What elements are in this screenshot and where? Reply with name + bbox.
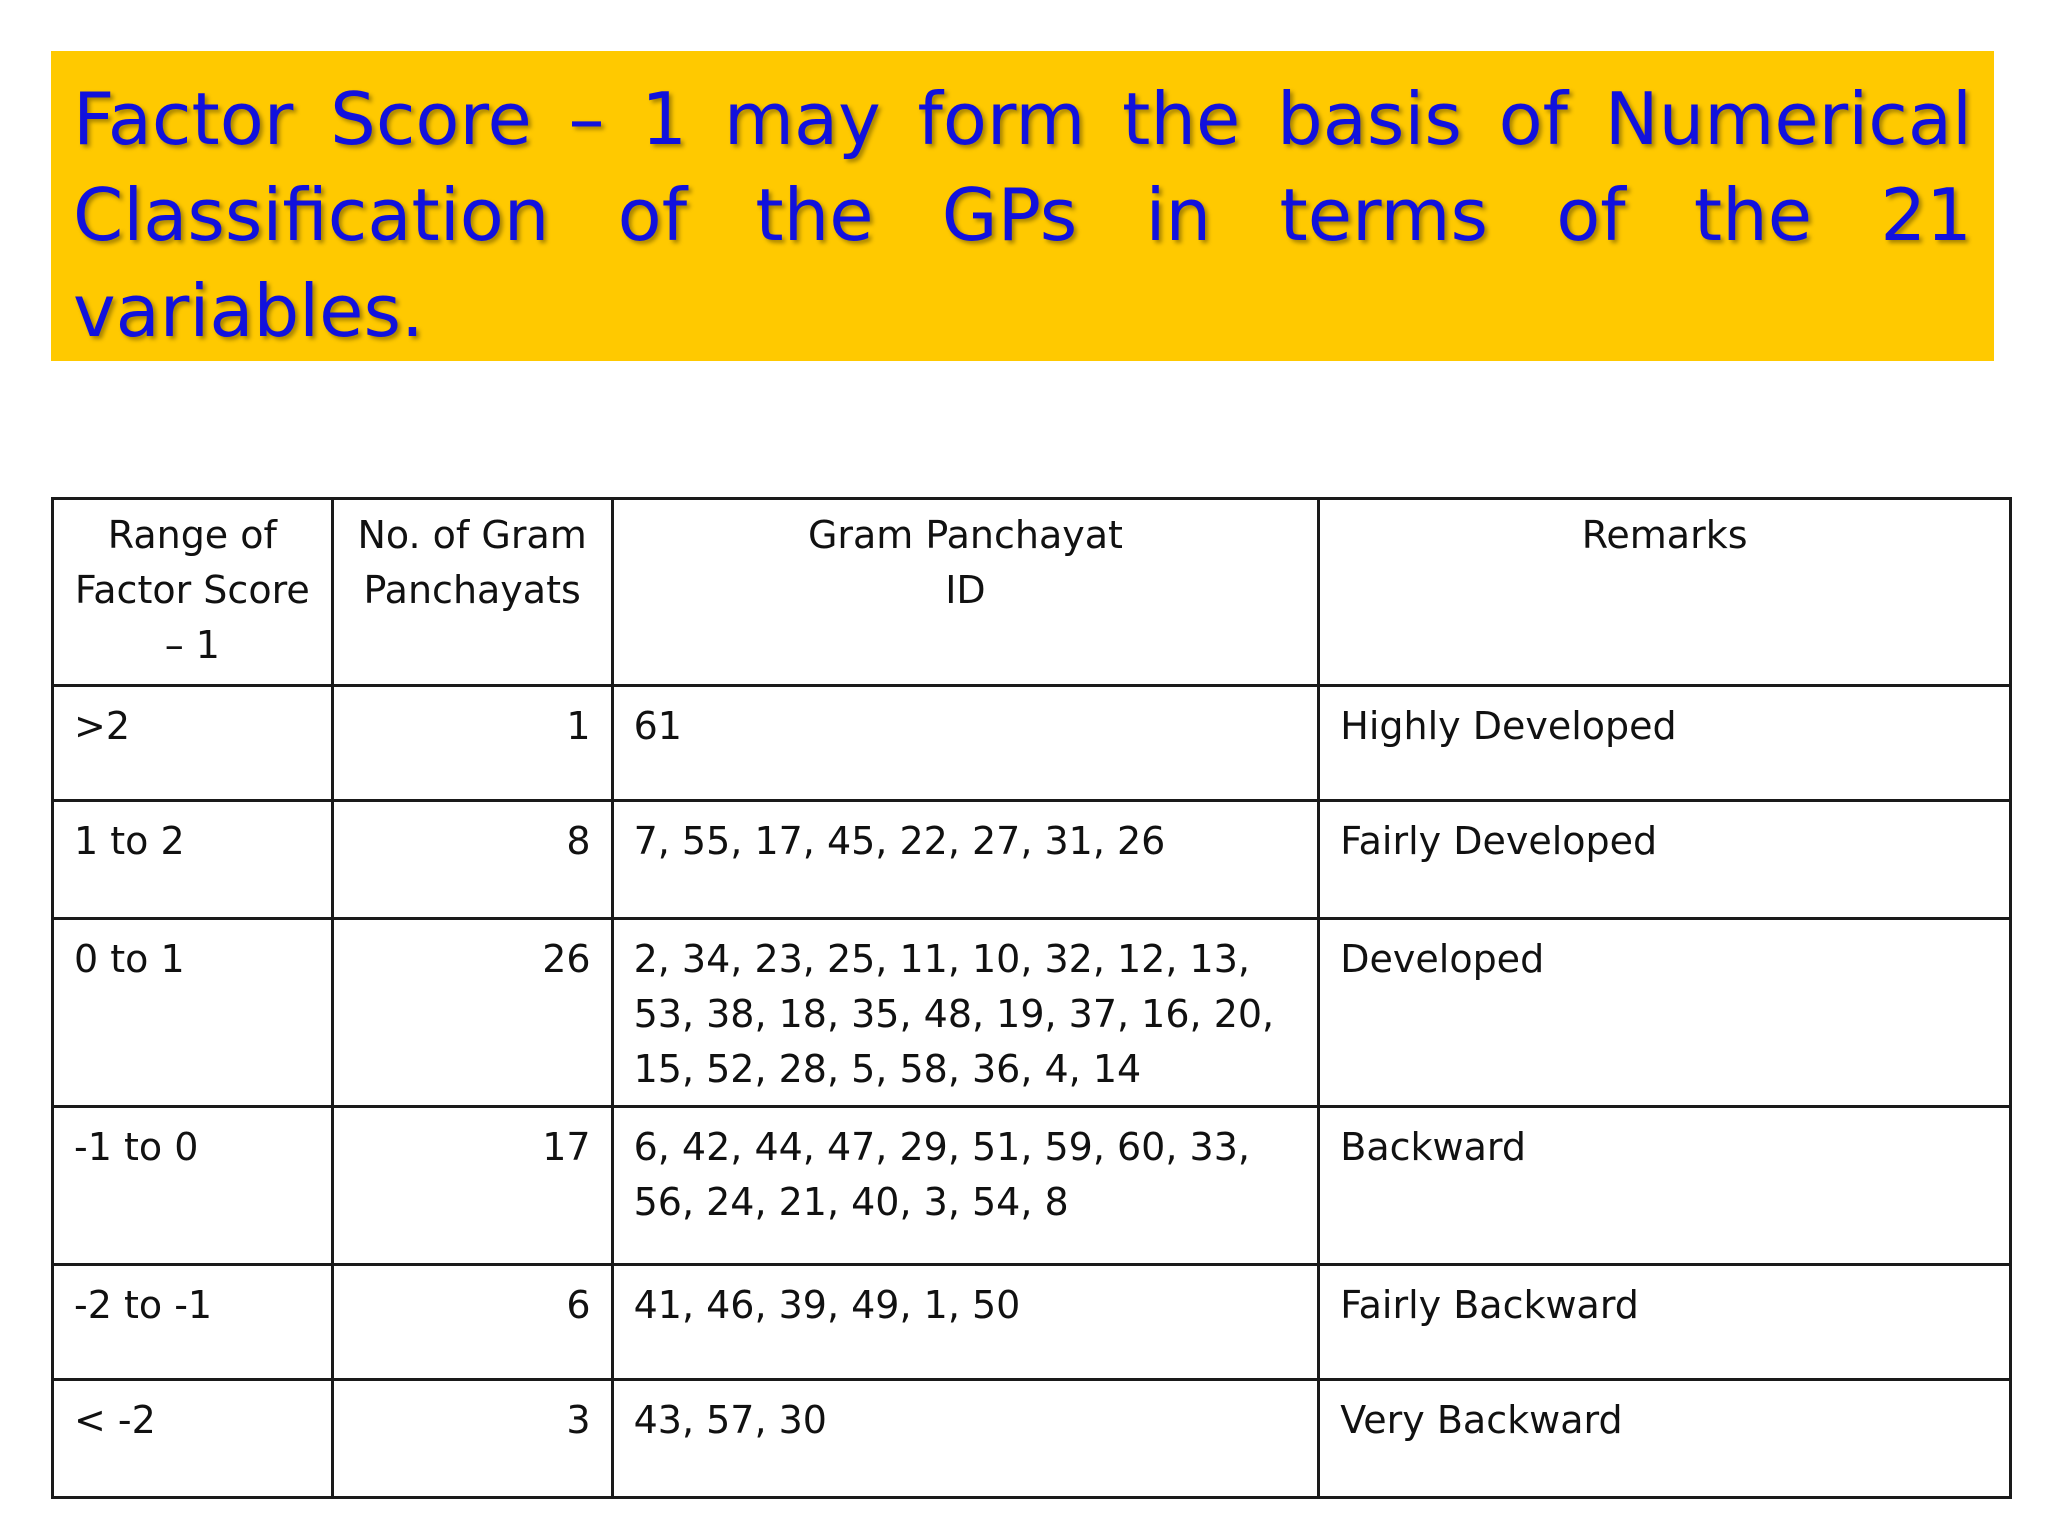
table-row — [53, 919, 2011, 1107]
cell-remarks: Very Backward — [1319, 1380, 2011, 1498]
cell-count: 26 — [332, 919, 612, 1107]
cell-count: 1 — [332, 686, 612, 801]
cell-count: 17 — [332, 1107, 612, 1265]
cell-range: >2 — [53, 686, 333, 801]
slide-title: Factor Score – 1 may form the basis of Numerical Classification of the GPs in terms of the 21 variables. — [73, 77, 1972, 353]
cell-remarks: Developed — [1319, 919, 2011, 1107]
cell-ids: 2, 34, 23, 25, 11, 10, 32, 12, 13, 53, 38, 18, 35, 48, 19, 37, 16, 20, 15, 52, 28, 5, 58, 36, 4, 14 — [612, 919, 1319, 1107]
cell-ids: 6, 42, 44, 47, 29, 51, 59, 60, 33, 56, 24, 21, 40, 3, 54, 8 — [612, 1107, 1319, 1265]
cell-range: -1 to 0 — [53, 1107, 333, 1265]
table-row — [53, 1380, 2011, 1498]
header-range: Range of Factor Score – 1 — [53, 499, 333, 686]
cell-remarks: Backward — [1319, 1107, 2011, 1265]
cell-count: 6 — [332, 1265, 612, 1380]
header-count: No. of Gram Panchayats — [332, 499, 612, 686]
header-remarks: Remarks — [1319, 499, 2011, 686]
table-row — [53, 1107, 2011, 1265]
cell-ids: 43, 57, 30 — [612, 1380, 1319, 1498]
cell-ids: 41, 46, 39, 49, 1, 50 — [612, 1265, 1319, 1380]
cell-count: 3 — [332, 1380, 612, 1498]
cell-remarks: Fairly Developed — [1319, 801, 2011, 919]
cell-range: 1 to 2 — [53, 801, 333, 919]
table-header-row — [53, 499, 2011, 686]
cell-range: < -2 — [53, 1380, 333, 1498]
cell-count: 8 — [332, 801, 612, 919]
cell-range: 0 to 1 — [53, 919, 333, 1107]
table-row — [53, 801, 2011, 919]
title-banner — [51, 51, 1994, 361]
table-row — [53, 1265, 2011, 1380]
cell-ids: 7, 55, 17, 45, 22, 27, 31, 26 — [612, 801, 1319, 919]
header-ids-line1: Gram Panchayat — [807, 513, 1123, 557]
cell-ids: 61 — [612, 686, 1319, 801]
cell-remarks: Highly Developed — [1319, 686, 2011, 801]
factor-score-table — [51, 497, 2012, 1499]
header-ids — [612, 499, 1319, 686]
cell-range: -2 to -1 — [53, 1265, 333, 1380]
table-row — [53, 686, 2011, 801]
header-ids-line2: ID — [945, 568, 986, 612]
cell-remarks: Fairly Backward — [1319, 1265, 2011, 1380]
